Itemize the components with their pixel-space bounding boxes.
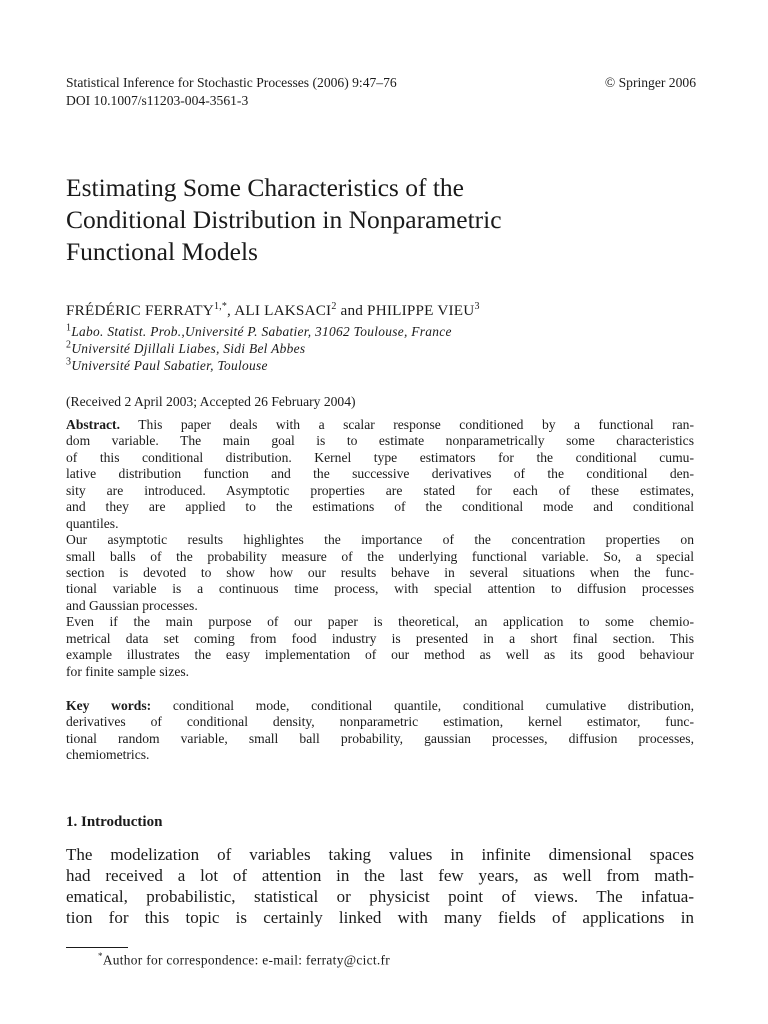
journal-citation: Statistical Inference for Stochastic Processes (2006) 9:47–76: [66, 75, 397, 90]
author-list: [66, 301, 706, 321]
journal-header: [66, 74, 696, 110]
received-dates: (Received 2 April 2003; Accepted 26 February 2004): [66, 394, 356, 409]
keywords-line: chemiometrics.: [66, 747, 150, 763]
author-affiliation-mark: 1,*: [213, 300, 228, 312]
keywords-line: Key words: conditional mode, conditional quantile, conditional cumulative distribution,: [66, 698, 695, 713]
footnote-text: Author for correspondence: e-mail: ferraty@cict.fr: [102, 952, 391, 968]
author-name: and PHILIPPE VIEU: [336, 302, 475, 319]
title-line: Estimating Some Characteristics of the: [66, 173, 464, 202]
abstract-line: of this conditional distribution. Kernel type estimators for the conditional cumu-: [66, 449, 694, 465]
author-name: FRÉDÉRIC FERRATY: [66, 302, 214, 319]
abstract-line: small balls of the probability measure of the underlying functional variable. So, a special: [66, 548, 694, 564]
author-affiliation-mark: 3: [474, 300, 480, 312]
body-line: ematical, probabilistic, statistical or physicist point of views. The infatua-: [66, 887, 694, 906]
author-affiliation-mark: 2: [331, 300, 337, 312]
keywords-line: derivatives of conditional density, nonparametric estimation, kernel estimator, func-: [66, 714, 694, 730]
abstract-line: and Gaussian processes.: [66, 597, 198, 613]
copyright-notice: © Springer 2006: [604, 75, 696, 90]
keywords: [66, 698, 694, 764]
abstract-line: for finite sample sizes.: [66, 663, 190, 679]
abstract: [66, 417, 694, 680]
introduction-text: [66, 844, 694, 928]
footnote: [98, 951, 390, 968]
paper-title: [66, 172, 706, 268]
abstract-line: Abstract. This paper deals with a scalar response conditioned by a functional ran-: [66, 417, 694, 432]
abstract-line: lative distribution function and the successive derivatives of the conditional den-: [66, 466, 694, 482]
body-line: had received a lot of attention in the last few years, as well from math-: [66, 866, 694, 885]
body-line: The modelization of variables taking values in infinite dimensional spaces: [66, 845, 694, 864]
abstract-label: Abstract.: [66, 417, 120, 432]
abstract-line: sity are introduced. Asymptotic properties are stated for each of these estimates,: [66, 482, 694, 498]
abstract-line: metrical data set coming from food industry is presented in a short final section. This: [66, 630, 694, 646]
abstract-line: example illustrates the easy implementation of our method as well as its good behaviour: [66, 647, 694, 663]
affiliation: $^2$Université Djillali Liabes, Sidi Bel Abbes: [66, 339, 306, 356]
body-line: tion for this topic is certainly linked with many fields of applications in: [66, 908, 694, 927]
doi: DOI 10.1007/s11203-004-3561-3: [66, 93, 249, 108]
affiliation: $^3$Université Paul Sabatier, Toulouse: [66, 356, 268, 373]
title-line: Conditional Distribution in Nonparametric: [66, 205, 502, 234]
keywords-label: Key words:: [66, 698, 152, 713]
abstract-line: Our asymptotic results highlightes the importance of the concentration properties on: [66, 532, 694, 548]
title-line: Functional Models: [66, 237, 258, 266]
footnote-rule: [66, 947, 128, 948]
abstract-line: tional variable is a continuous time process, with special attention to diffusion processes: [66, 581, 694, 597]
abstract-line: dom variable. The main goal is to estimate nonparametrically some characteristics: [66, 433, 694, 449]
section-heading: 1. Introduction: [66, 814, 163, 830]
abstract-line: and they are applied to the estimations of the conditional mode and conditional: [66, 499, 694, 515]
abstract-line: Even if the main purpose of our paper is theoretical, an application to some chemio-: [66, 614, 694, 630]
affiliation: $^1$Labo. Statist. Prob.,Université P. Sabatier, 31062 Toulouse, France: [66, 322, 452, 339]
keywords-line: tional random variable, small ball probability, gaussian processes, diffusion processes,: [66, 730, 694, 746]
abstract-line: section is devoted to show how our results behave in several situations when the func-: [66, 564, 694, 580]
author-name: , ALI LAKSACI: [227, 302, 332, 319]
footnote-mark: *: [98, 951, 103, 961]
abstract-line: quantiles.: [66, 515, 119, 531]
